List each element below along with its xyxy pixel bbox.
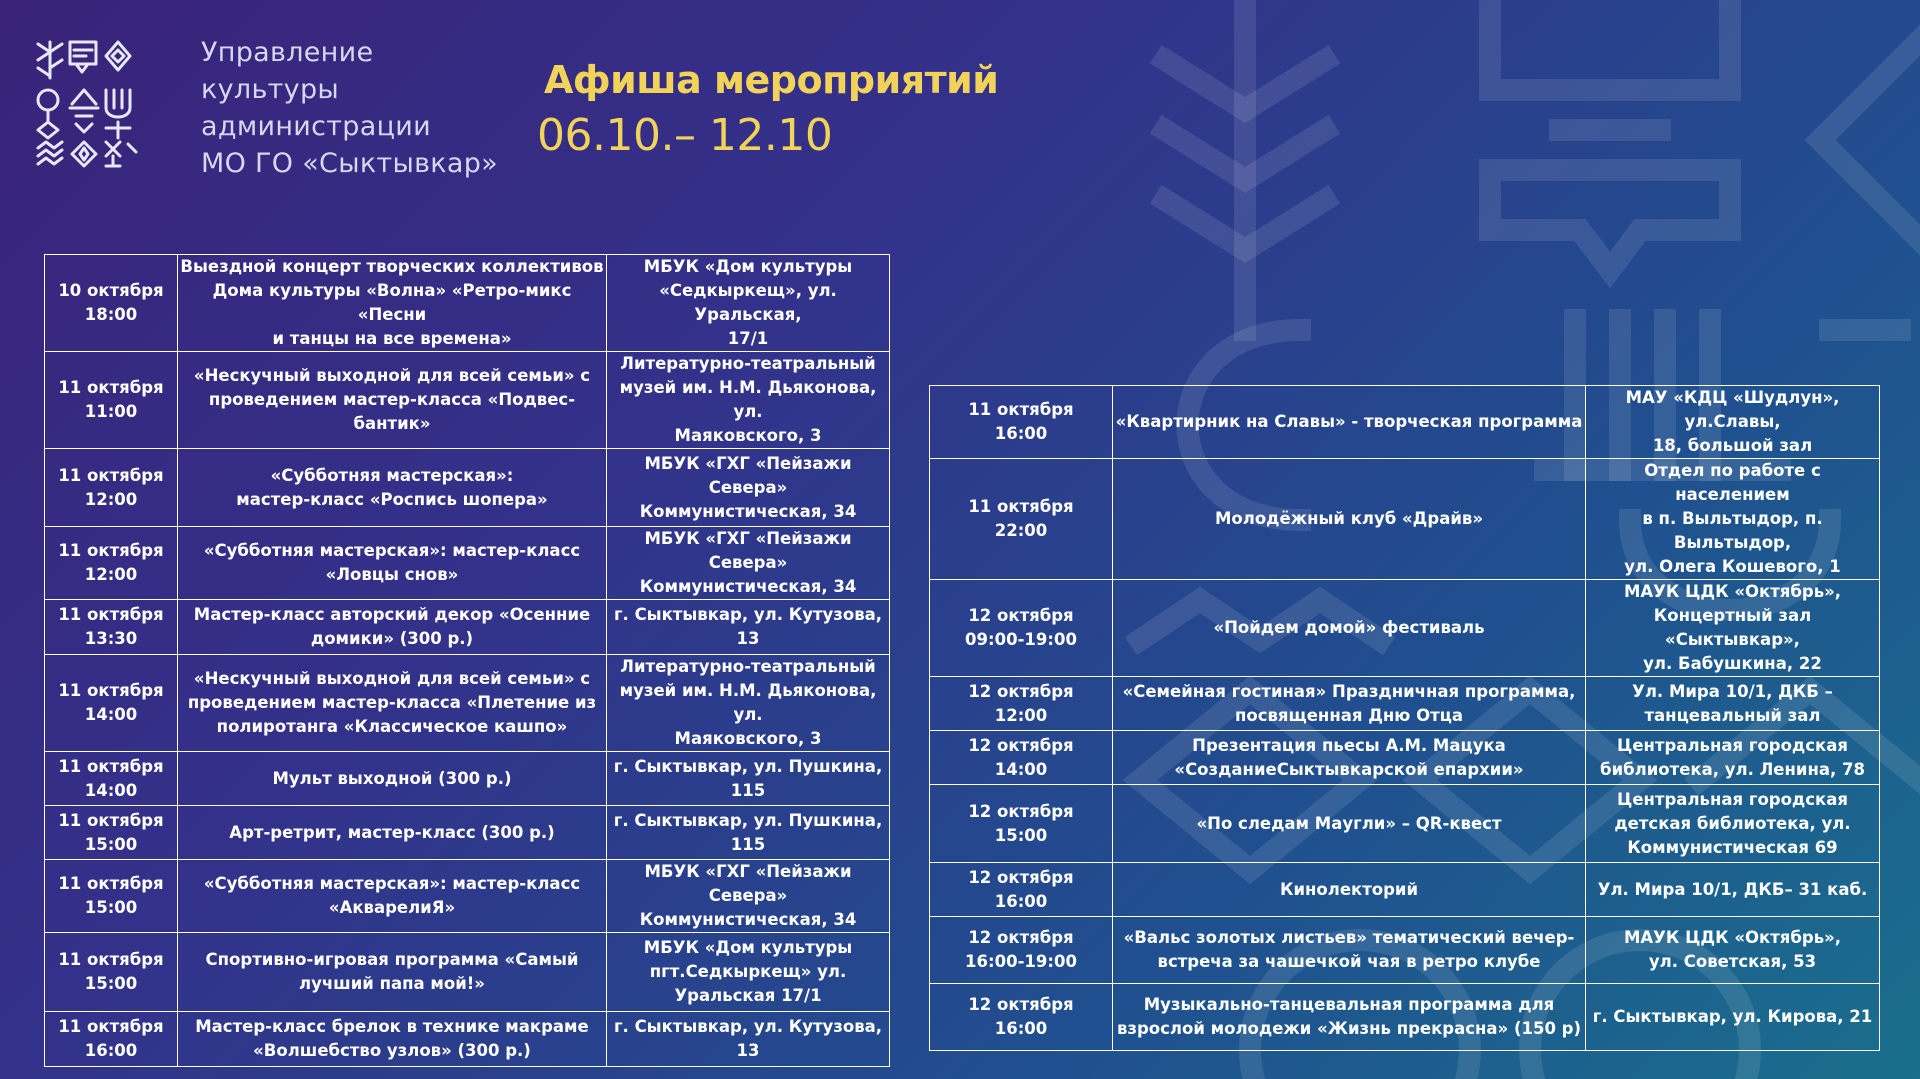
event-time: 22:00 (994, 521, 1048, 540)
event-place-line: МБУК «Дом культуры (643, 257, 853, 276)
event-date: 12 октября (968, 995, 1074, 1014)
event-time: 15:00 (84, 898, 138, 917)
table-row (45, 352, 890, 449)
page-title: Афиша мероприятий (544, 58, 999, 102)
event-name-cell (178, 527, 607, 600)
event-time: 15:00 (994, 825, 1048, 845)
event-place-line: МБУК «ГХГ «Пейзажи Севера» (644, 529, 852, 572)
event-name-line: встреча за чашечкой чая в ретро клубе (1157, 952, 1541, 971)
table-row (45, 806, 890, 860)
datetime-cell (45, 600, 178, 655)
event-place-line: МАУ «КДЦ «Шудлун», ул.Славы, (1625, 388, 1840, 431)
event-place-line: Центральная городская (1617, 789, 1848, 809)
event-place-line: 115 (730, 780, 766, 800)
event-name-cell (1113, 984, 1586, 1051)
event-place-line: МАУК ЦДК «Октябрь», (1623, 928, 1842, 947)
event-place-line: Отдел по работе с населением (1644, 461, 1821, 504)
event-place-line: МБУК «ГХГ «Пейзажи Севера» (644, 862, 852, 905)
event-place-line: детская библиотека, ул. (1614, 813, 1851, 833)
event-place-line: г. Сыктывкар, ул. Пушкина, (613, 756, 883, 776)
event-name-cell (178, 1012, 607, 1067)
event-place-cell (607, 449, 890, 527)
event-name-cell (1113, 863, 1586, 917)
event-date: 11 октября (968, 400, 1074, 419)
event-place-line: Маяковского, 3 (674, 426, 822, 445)
event-date: 11 октября (58, 681, 164, 700)
org-line: культуры (201, 74, 340, 105)
event-name-cell (178, 352, 607, 449)
event-place-line: Коммунистическая, 34 (639, 910, 857, 929)
event-name-line: Молодёжный клуб «Драйв» (1214, 509, 1483, 528)
event-name-cell (178, 655, 607, 752)
event-place-line: в п. Выльтыдор, п. Выльтыдор, (1642, 509, 1823, 552)
event-name-line: взрослой молодежи «Жизнь прекрасна» (150 р) (1116, 1019, 1582, 1038)
event-time: 14:00 (84, 705, 138, 724)
event-place-cell (1586, 677, 1880, 731)
event-name-line: Спортивно-игровая программа «Самый (205, 950, 579, 969)
table-row (45, 600, 890, 655)
datetime-cell (45, 255, 178, 352)
event-name-line: Музыкально-танцевальная программа для (1143, 995, 1555, 1014)
event-name-line: Дома культуры «Волна» «Ретро-микс «Песни (212, 281, 572, 324)
datetime-cell (930, 580, 1113, 677)
event-time: 15:00 (84, 974, 138, 993)
event-place-cell (1586, 863, 1880, 917)
datetime-cell (45, 352, 178, 449)
datetime-cell (930, 731, 1113, 785)
event-name-line: «Нескучный выходной для всей семьи» с (193, 669, 591, 688)
date-range: 06.10.– 12.10 (537, 110, 833, 161)
table-row (930, 580, 1880, 677)
event-place-line: Ул. Мира 10/1, ДКБ – (1632, 681, 1833, 701)
org-line: администрации (201, 111, 431, 142)
event-place-line: ул. Олега Кошевого, 1 (1624, 557, 1841, 576)
event-name-cell (178, 752, 607, 806)
datetime-cell (45, 655, 178, 752)
event-name-cell (178, 933, 607, 1012)
event-name-cell (178, 860, 607, 933)
event-date: 11 октября (968, 497, 1074, 516)
event-name-line: «По следам Маугли» – QR-квест (1196, 813, 1502, 833)
table-row (930, 917, 1880, 984)
event-name-cell (178, 449, 607, 527)
event-place-line: г. Сыктывкар, ул. Кутузова, 13 (613, 605, 883, 648)
event-date: 12 октября (968, 735, 1074, 755)
event-date: 12 октября (968, 681, 1074, 701)
event-place-cell (1586, 917, 1880, 984)
event-place-line: «Седкыркещ», ул. Уральская, (659, 281, 837, 324)
event-date: 11 октября (58, 378, 164, 397)
datetime-cell (45, 860, 178, 933)
event-name-line: домики» (300 р.) (310, 629, 474, 648)
event-name-line: Кинолекторий (1279, 879, 1419, 899)
event-place-line: Уральская 17/1 (674, 986, 822, 1005)
event-place-line: танцевальный зал (1644, 705, 1821, 725)
event-name-line: «Квартирник на Славы» - творческая программа (1115, 412, 1583, 431)
table-row (45, 449, 890, 527)
event-place-line: 17/1 (727, 329, 769, 348)
event-name-line: «Вальс золотых листьев» тематический вечер- (1123, 928, 1575, 947)
table-row (45, 255, 890, 352)
event-name-line: проведением мастер-класса «Подвес-бантик» (208, 390, 576, 433)
event-date: 12 октября (968, 801, 1074, 821)
event-place-line: Литературно-театральный (620, 354, 876, 373)
event-date: 11 октября (58, 541, 164, 560)
event-place-line: Литературно-театральный (620, 657, 876, 676)
event-place-cell (1586, 459, 1880, 580)
events-table-right (929, 385, 1880, 1051)
event-place-line: музей им. Н.М. Дьяконова, ул. (619, 378, 877, 421)
event-date: 12 октября (968, 867, 1074, 887)
table-row (930, 459, 1880, 580)
event-place-cell (607, 806, 890, 860)
event-date: 11 октября (58, 756, 164, 776)
event-date: 11 октября (58, 1017, 164, 1036)
event-name-line: «Волшебство узлов» (300 р.) (253, 1041, 531, 1060)
event-place-line: МАУК ЦДК «Октябрь», (1623, 582, 1842, 601)
event-name-line: «Субботняя мастерская»: мастер-класс (203, 541, 581, 560)
event-date: 12 октября (968, 606, 1074, 625)
event-time: 16:00 (994, 1019, 1048, 1038)
datetime-cell (930, 677, 1113, 731)
event-name-cell (1113, 677, 1586, 731)
event-name-line: Презентация пьесы А.М. Мацука (1192, 735, 1506, 755)
event-time: 11:00 (84, 402, 138, 421)
event-time: 14:00 (84, 780, 138, 800)
table-row (45, 752, 890, 806)
event-date: 10 октября (58, 281, 164, 300)
datetime-cell (930, 386, 1113, 459)
event-name-line: «АкварелиЯ» (328, 898, 456, 917)
event-name-line: и танцы на все времена» (272, 329, 512, 348)
datetime-cell (930, 984, 1113, 1051)
event-name-line: «Семейная гостиная» Праздничная программа, (1122, 681, 1576, 701)
event-time: 16:00 (994, 891, 1048, 911)
event-place-line: Коммунистическая, 34 (639, 501, 857, 521)
event-place-line: Ул. Мира 10/1, ДКБ– 31 каб. (1597, 879, 1868, 899)
event-name-line: мастер-класс «Роспись шопера» (236, 489, 548, 509)
datetime-cell (45, 806, 178, 860)
event-place-cell (607, 655, 890, 752)
event-place-cell (607, 1012, 890, 1067)
event-name-line: Выездной концерт творческих коллективов (180, 257, 604, 276)
event-time: 16:00 (84, 1041, 138, 1060)
event-time: 09:00-19:00 (965, 630, 1077, 649)
event-place-line: пгт.Седкыркещ» ул. (649, 962, 847, 981)
event-name-cell (1113, 386, 1586, 459)
event-name-line: полиротанга «Классическое кашпо» (216, 717, 568, 736)
event-time: 16:00 (994, 424, 1048, 443)
event-date: 11 октября (58, 874, 164, 893)
event-name-cell (1113, 459, 1586, 580)
event-name-cell (1113, 917, 1586, 984)
event-date: 11 октября (58, 605, 164, 624)
event-place-line: 115 (730, 834, 766, 854)
datetime-cell (930, 917, 1113, 984)
event-name-cell (178, 600, 607, 655)
event-place-cell (1586, 731, 1880, 785)
event-date: 12 октября (968, 928, 1074, 947)
event-name-cell (178, 255, 607, 352)
event-time: 18:00 (84, 305, 138, 324)
event-place-line: г. Сыктывкар, ул. Пушкина, (613, 810, 883, 830)
event-place-cell (1586, 580, 1880, 677)
event-name-cell (1113, 731, 1586, 785)
datetime-cell (45, 752, 178, 806)
event-name-line: «Субботняя мастерская»: мастер-класс (203, 874, 581, 893)
table-row (930, 677, 1880, 731)
event-place-line: ул. Бабушкина, 22 (1643, 654, 1822, 673)
event-place-line: музей им. Н.М. Дьяконова, ул. (619, 681, 877, 724)
datetime-cell (45, 1012, 178, 1067)
event-date: 11 октября (58, 950, 164, 969)
table-row (45, 527, 890, 600)
event-time: 12:00 (84, 489, 138, 509)
organization-name (201, 34, 531, 182)
datetime-cell (930, 459, 1113, 580)
datetime-cell (930, 785, 1113, 863)
table-row (930, 863, 1880, 917)
table-row (45, 1012, 890, 1067)
event-place-cell (607, 752, 890, 806)
event-place-line: МБУК «Дом культуры (643, 938, 853, 957)
datetime-cell (45, 933, 178, 1012)
event-date: 11 октября (58, 810, 164, 830)
table-row (930, 386, 1880, 459)
event-place-cell (607, 255, 890, 352)
event-place-line: Коммунистическая 69 (1627, 837, 1838, 857)
event-place-line: Коммунистическая, 34 (639, 577, 857, 596)
datetime-cell (930, 863, 1113, 917)
org-line: Управление (201, 37, 374, 68)
table-row (45, 933, 890, 1012)
event-time: 14:00 (994, 759, 1048, 779)
event-place-cell (1586, 785, 1880, 863)
table-row (45, 655, 890, 752)
event-name-cell (178, 806, 607, 860)
event-place-cell (607, 860, 890, 933)
event-name-line: Арт-ретрит, мастер-класс (300 р.) (229, 822, 555, 842)
table-row (930, 984, 1880, 1051)
event-name-cell (1113, 580, 1586, 677)
event-place-line: г. Сыктывкар, ул. Кутузова, 13 (613, 1017, 883, 1060)
event-name-line: «Субботняя мастерская»: (270, 465, 514, 485)
event-name-line: Мастер-класс авторский декор «Осенние (193, 605, 591, 624)
datetime-cell (45, 527, 178, 600)
event-name-line: «СозданиеСыктывкарской епархии» (1174, 759, 1524, 779)
event-time: 12:00 (84, 565, 138, 584)
event-place-line: Маяковского, 3 (674, 729, 822, 748)
org-line: МО ГО «Сыктывкар» (201, 148, 498, 179)
event-name-line: «Нескучный выходной для всей семьи» с (193, 366, 591, 385)
event-place-line: 18, большой зал (1652, 436, 1813, 455)
administration-logo (36, 38, 166, 176)
table-row (930, 785, 1880, 863)
event-time: 12:00 (994, 705, 1048, 725)
event-place-cell (607, 527, 890, 600)
event-place-cell (1586, 386, 1880, 459)
event-name-line: проведением мастер-класса «Плетение из (187, 693, 597, 712)
table-row (930, 731, 1880, 785)
event-place-cell (607, 600, 890, 655)
event-name-line: лучший папа мой!» (299, 974, 485, 993)
event-place-line: Концертный зал «Сыктывкар», (1653, 606, 1812, 649)
event-name-line: Мастер-класс брелок в технике макраме (195, 1017, 589, 1036)
event-place-line: ул. Советская, 53 (1648, 952, 1817, 971)
event-name-line: посвященная Дню Отца (1234, 705, 1464, 725)
event-time: 16:00-19:00 (965, 952, 1077, 971)
event-place-line: библиотека, ул. Ленина, 78 (1600, 759, 1865, 779)
event-name-line: Мульт выходной (300 р.) (272, 768, 512, 788)
event-name-line: «Ловцы снов» (325, 565, 459, 584)
event-place-cell (607, 352, 890, 449)
table-row (45, 860, 890, 933)
event-place-line: Центральная городская (1617, 735, 1848, 755)
event-name-cell (1113, 785, 1586, 863)
event-place-line: МБУК «ГХГ «Пейзажи Севера» (644, 453, 852, 497)
events-table-left (44, 254, 890, 1067)
event-place-line: г. Сыктывкар, ул. Кирова, 21 (1592, 1007, 1873, 1026)
event-place-cell (1586, 984, 1880, 1051)
event-name-line: «Пойдем домой» фестиваль (1213, 618, 1485, 637)
datetime-cell (45, 449, 178, 527)
event-place-cell (607, 933, 890, 1012)
event-date: 11 октября (58, 465, 164, 485)
event-time: 13:30 (84, 629, 138, 648)
event-time: 15:00 (84, 834, 138, 854)
